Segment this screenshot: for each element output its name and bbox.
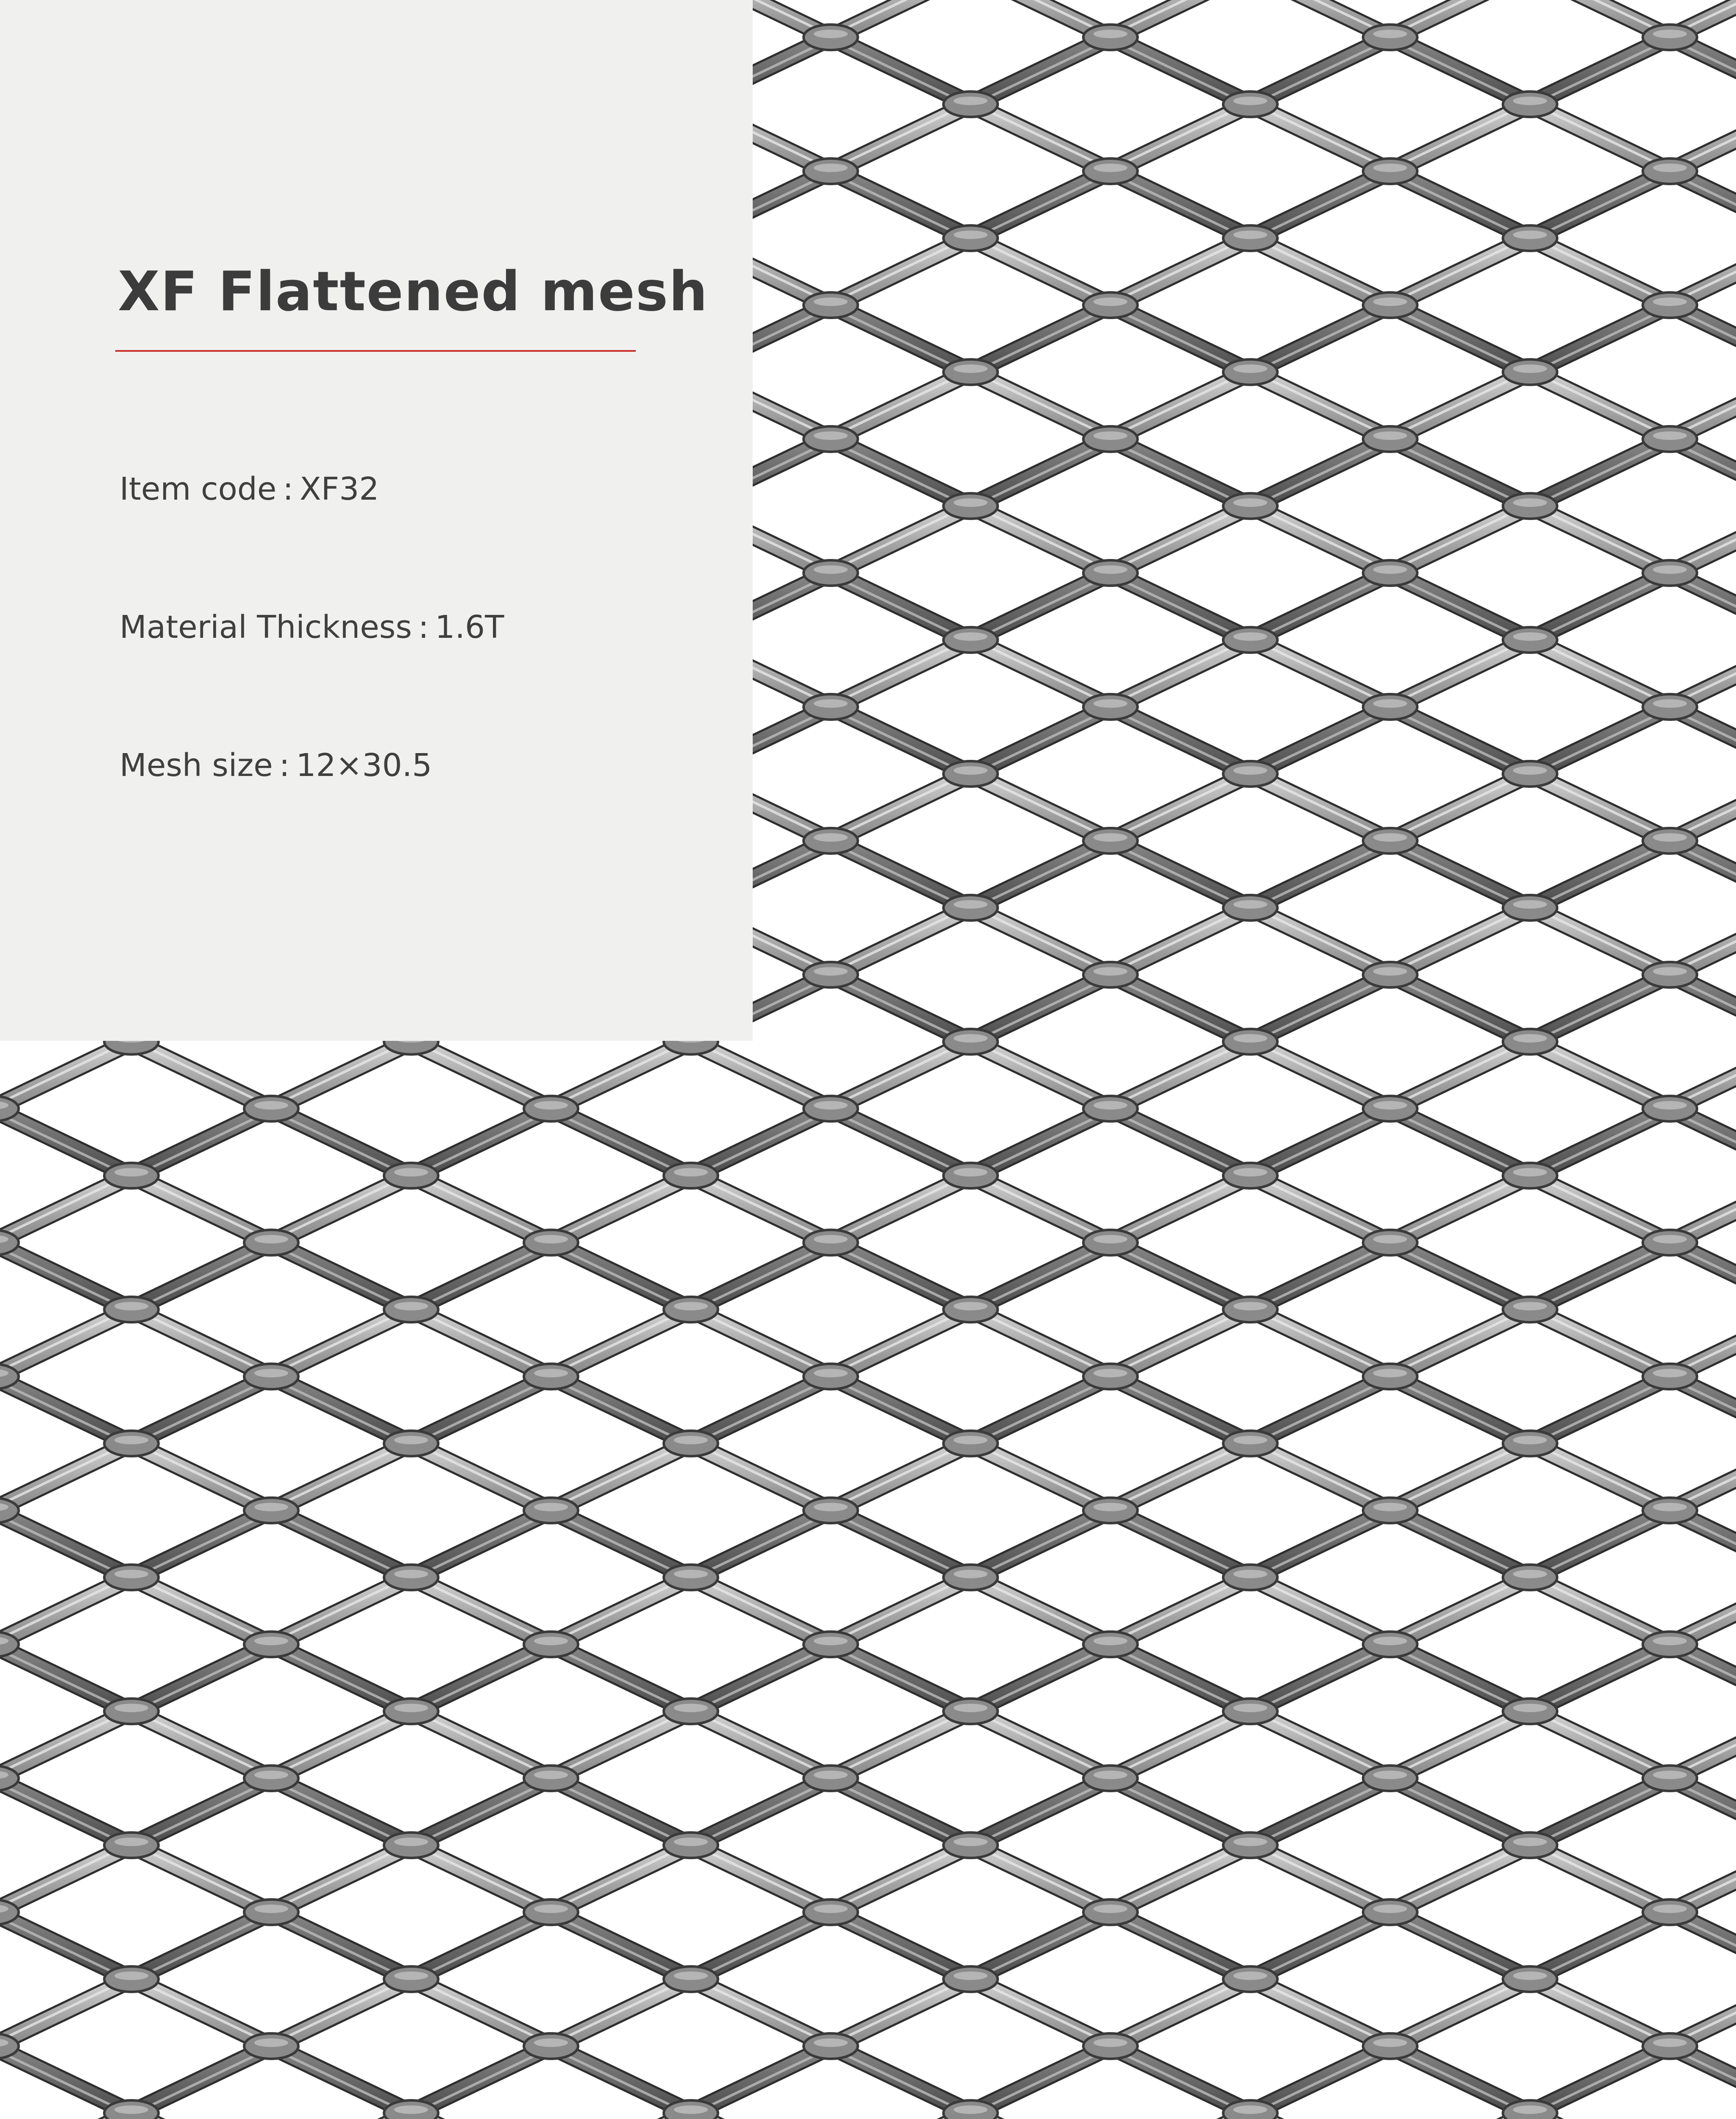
spec-separator: : [418, 609, 429, 645]
spec-label: Item code [120, 471, 277, 507]
spec-value: XF32 [299, 471, 379, 507]
product-title: XF Flattened mesh [118, 260, 709, 323]
title-underline [115, 350, 636, 352]
spec-item-code [120, 470, 379, 508]
spec-label: Material Thickness [120, 609, 412, 645]
spec-separator: : [279, 747, 290, 784]
product-info-panel [0, 0, 753, 1041]
spec-label: Mesh size [120, 747, 273, 784]
spec-value: 1.6T [435, 609, 504, 645]
spec-separator: : [283, 471, 294, 507]
spec-value: 12×30.5 [296, 747, 432, 784]
spec-material-thickness [120, 609, 504, 646]
spec-mesh-size [120, 747, 432, 784]
